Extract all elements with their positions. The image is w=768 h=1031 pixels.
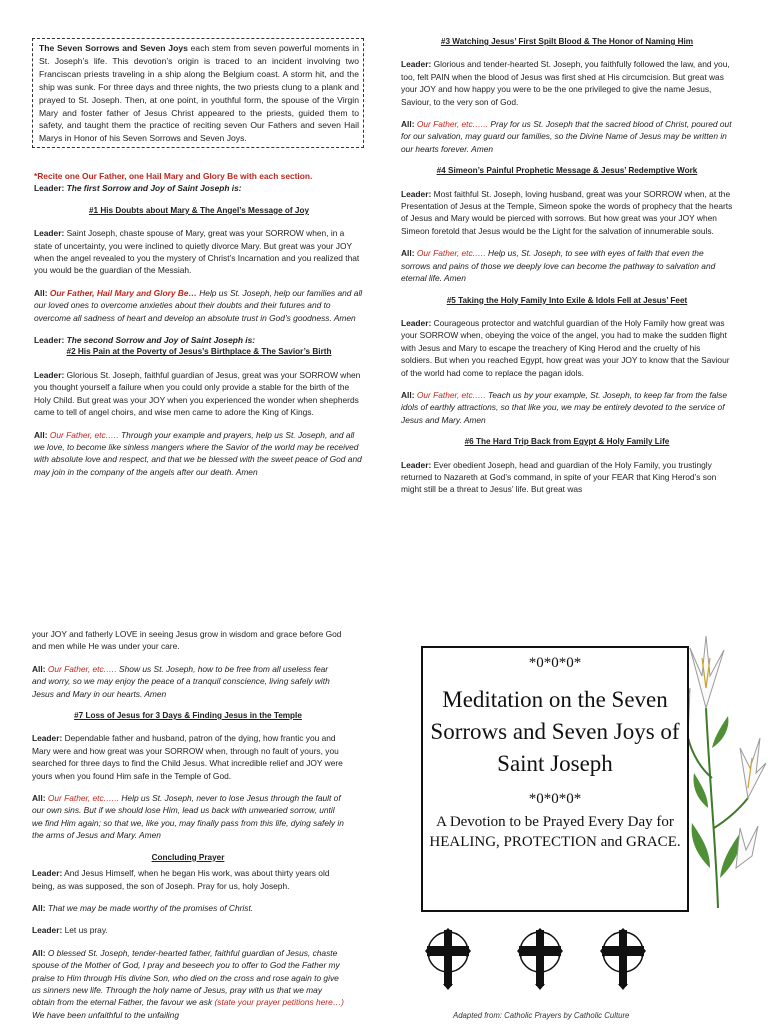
concluding-all-2b: We have been unfaithful to the unfailing — [32, 1009, 179, 1020]
section-6-prayer: Our Father, etc.…. — [47, 663, 117, 674]
section-2-prayer: Our Father, etc.…. — [49, 429, 119, 440]
column-top-right — [401, 36, 733, 506]
all-label: All: — [401, 119, 415, 130]
leader-label: Leader: — [34, 228, 65, 239]
cover-subtitle: A Devotion to be Prayed Every Day for HEALING, PROTECTION and GRACE. — [429, 814, 681, 850]
section-3-leader-text: Glorious and tender-hearted St. Joseph, you faithfully followed the law, and you, too, felt PAIN when the blood of Jesus was first shed at His circumcision. But great was your JOY and how happy you were to be the one privileged to give the name Jesus, Saviour, to the very son of God. — [401, 59, 730, 107]
all-label: All: — [401, 248, 415, 259]
recite-instruction: *Recite one Our Father, one Hail Mary and Glory Be with each section. — [34, 171, 313, 181]
section-5-response: Teach us by your example, St. Joseph, to keep far from the false idols of earthly attractions, so that like you, we may be entirely devoted to the service of Jesus and Mary. Amen — [401, 389, 728, 425]
cross-icon — [600, 928, 646, 990]
section-7-response: Help us St. Joseph, never to lose Jesus through the fault of our own sins. But if we should lose Him, lead us back with unwearied sorrow, until we find Him again; so that we, like you, may finally pass from this life, dying safely in the arms of Jesus and Mary. Amen — [32, 793, 344, 841]
section-1-response: Help us St. Joseph, help our families and all our loved ones to overcome anxieties about their doubts and their futures and to overcome all sadness of heart and develop an absolute trust in God’s goodness. Amen — [34, 287, 363, 323]
adapted-from-credit: Adapted from: Catholic Prayers by Catholic Culture — [453, 1011, 630, 1020]
section-4-response: Help us, St. Joseph, to see with eyes of faith that even the sorrows and pains of those we deeply love can become the pathway to salvation and eternal life. Amen — [401, 248, 716, 284]
cross-icon — [425, 928, 471, 990]
all-label: All: — [32, 663, 46, 674]
cover-title: Meditation on the Seven Sorrows and Seven Joys of Saint Joseph — [430, 687, 680, 776]
leader-label: Leader: — [34, 335, 65, 346]
section-1-heading: #1 His Doubts about Mary & The Angel’s Message of Joy — [88, 205, 310, 215]
leader-label: Leader: — [34, 369, 65, 380]
section-4-prayer: Our Father, etc.…. — [416, 248, 486, 259]
leader-label: Leader: — [32, 733, 63, 744]
section-3-heading: #3 Watching Jesus’ First Spilt Blood & The Honor of Naming Him — [440, 37, 694, 46]
all-label: All: — [32, 902, 46, 913]
leader-label: Leader: — [32, 925, 63, 936]
section-2-leader-text: Glorious St. Joseph, faithful guardian of Jesus, great was your SORROW when you thought yourself a failure when you could only provide a stable for the birth of the Holy Child. But great was your JOY when you experienced the wonder when shepherds came to tell of angel choirs, and wise men came to adore the King of Kings. — [34, 369, 361, 418]
intro-box — [32, 38, 364, 148]
leader-label: Leader: — [34, 183, 65, 194]
leader-label: Leader: — [401, 459, 432, 470]
section-5-prayer: Our Father, etc.…. — [416, 389, 486, 400]
section-6-response: Show us St. Joseph, how to be free from all useless fear and worry, so we may enjoy the peace of a tranquil conscience, living safely with Jesus and Mary in our hearts. Amen — [32, 663, 330, 699]
column-top-left — [34, 170, 364, 488]
section-6-continuation: your JOY and fatherly LOVE in seeing Jesus grow in wisdom and grace before God and men while He was under your care. — [32, 629, 342, 652]
concluding-leader-1: And Jesus Himself, when he began His work, was about thirty years old being, as was supposed, the son of Joseph. Pray for us, holy Joseph. — [32, 868, 330, 891]
section-7-heading: #7 Loss of Jesus for 3 Days & Finding Jesus in the Temple — [74, 711, 302, 721]
all-label: All: — [34, 287, 48, 298]
all-label: All: — [32, 793, 46, 804]
all-label: All: — [34, 429, 48, 440]
concluding-heading: Concluding Prayer — [151, 852, 225, 862]
section-6-heading: #6 The Hard Trip Back from Egypt & Holy Family Life — [464, 437, 670, 447]
leader-label: Leader: — [401, 188, 432, 199]
cover-stars-top: *0*0*0* — [528, 655, 582, 671]
section-1-leader-text: Saint Joseph, chaste spouse of Mary, great was your SORROW when, in a state of uncertainty, you were inclined to quietly divorce Mary. But great was your JOY when the angel revealed to you the mystery of Christ’s Incarnation and you realized that you would be the guardian of the Messiah. — [34, 228, 360, 276]
concluding-all-2a: O blessed St. Joseph, tender-hearted father, faithful guardian of Jesus, chaste spouse of the Mother of God, I pray and beseech you to offer to God the Father my praise to Him through His divine Son, who died on the cross and rose again to give us sinners new life. Through the holy name of Jesus, pray with us that we may obtain from the eternal Father, the favour we ask — [32, 947, 340, 1008]
section-1-prayer: Our Father, Hail Mary and Glory Be… — [49, 287, 197, 298]
intro-text: each stem from seven powerful moments in St. Joseph’s life. This devotion’s origin is traced to an incident involving two Franciscan priests traveling in a ship along the Belgium coast. A storm hit, and the ship was sunk. For three days and three nights, the two priests clung to a plank and prayed to St. Joseph. Then, at one point, in youthful form, the spouse of the Virgin Mary and foster father of Jesus Christ appeared to the priests, guided them to safety, and taught them the practice of reciting seven Our Fathers and seven Hail Marys in Honor of his Seven Sorrows and Seven Joys. — [39, 43, 359, 144]
second-sorrow-intro: The second Sorrow and Joy of Saint Joseph is: — [66, 335, 256, 346]
leader-label: Leader: — [401, 317, 432, 328]
section-2-heading: #2 His Pain at the Poverty of Jesus’s Birthplace & The Savior’s Birth — [66, 347, 332, 357]
section-5-heading: #5 Taking the Holy Family Into Exile & Idols Fell at Jesus’ Feet — [446, 295, 688, 305]
all-label: All: — [401, 389, 415, 400]
leader-label: Leader: — [32, 868, 63, 879]
section-4-leader-text: Most faithful St. Joseph, loving husband, great was your SORROW when, at the Presentation of Jesus at the Temple, Simeon spoke the words of prophecy that the hearts of Jesus and Mary would be pierced with sorrows. But how great was your JOY when Simeon foretold that Jesus would be the Light for the salvation of innumerable souls. — [401, 188, 733, 236]
first-sorrow-intro: The first Sorrow and Joy of Saint Joseph is: — [66, 183, 242, 194]
leader-label: Leader: — [401, 59, 432, 70]
section-7-leader-text: Dependable father and husband, patron of the dying, how frantic you and Mary were and how great was your SORROW when, through no fault of yours, you searched for three days to find the Child Jesus. What incredible relief and JOY were yours when you found Him safe in the Temple of God. — [32, 733, 343, 781]
section-3-response: Pray for us St. Joseph that the sacred blood of Christ, poured out for our salvation, may guard our families, so the Divine Name of Jesus may be written in our hearts forever. Amen — [401, 119, 732, 154]
cover-stars-mid: *0*0*0* — [528, 791, 582, 807]
section-5-leader-text: Courageous protector and watchful guardian of the Holy Family how great was your SORROW when, obeying the voice of the angel, you had to make the sudden flight with Jesus and Mary to escape the treachery of King Herod and the cruelty of his soldiers. But when you reached Egypt, how great was your JOY to know that the Saviour of the world had come to replace the pagan idols. — [401, 317, 730, 378]
cross-icon — [517, 928, 563, 990]
all-label: All: — [32, 947, 46, 958]
section-7-prayer: Our Father, etc.….. — [47, 793, 120, 804]
cover-title-box — [421, 646, 689, 912]
section-4-heading: #4 Simeon’s Painful Prophetic Message & Jesus’ Redemptive Work — [436, 166, 698, 176]
column-bottom-left — [32, 628, 344, 1031]
prayer-petitions-note: (state your prayer petitions here…) — [214, 997, 344, 1008]
section-6-leader-text: Ever obedient Joseph, head and guardian of the Holy Family, you trustingly returned to Nazareth at God’s command, in spite of your FEAR that King Herod’s son might still be a threat to Jesus’ life. But great was — [401, 459, 717, 495]
concluding-all-1: That we may be made worthy of the promises of Christ. — [47, 902, 254, 913]
intro-lead: The Seven Sorrows and Seven Joys — [39, 43, 188, 53]
section-2-response: Through your example and prayers, help us St. Joseph, and all we love, to become like sinless mangers where the Savior of the world may be received with absolute love and respect, and that we be blessed with the sweet peace of God and may join in the company of the angels after our death. Amen — [34, 429, 362, 477]
section-3-prayer: Our Father, etc.….. — [416, 119, 489, 130]
concluding-leader-2: Let us pray. — [64, 925, 108, 936]
